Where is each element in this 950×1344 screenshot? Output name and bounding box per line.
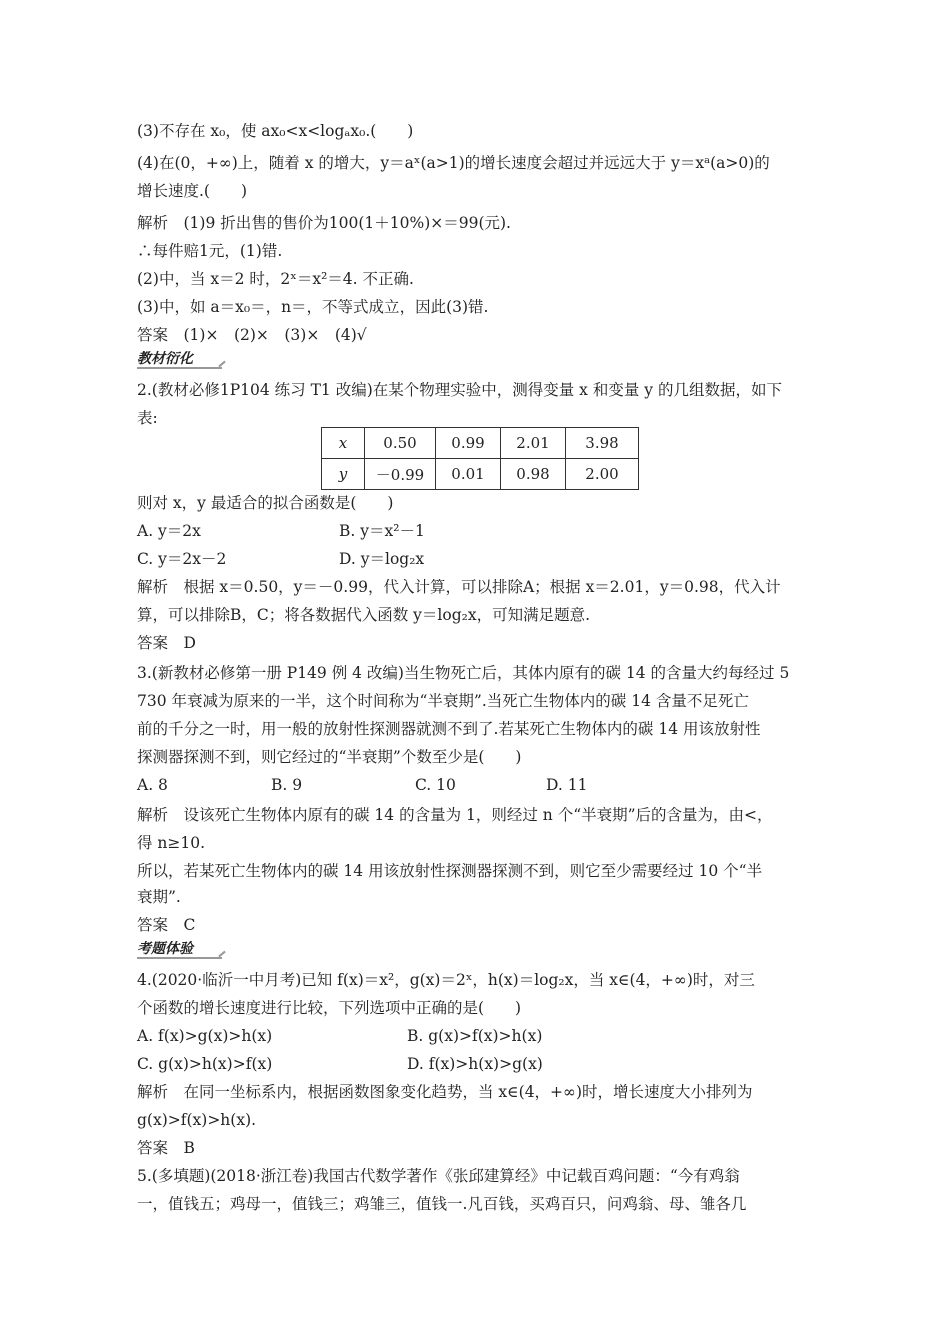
table-header-y: y (322, 459, 365, 490)
question-3-cont: 前的千分之一时，用一般的放射性探测器就测不到了.若某死亡生物体内的碳 14 用该放射性 (137, 720, 761, 738)
question-5-cont: 一，值钱五；鸡母一，值钱三；鸡雏三，值钱一.凡百钱，买鸡百只，问鸡翁、母、雏各几 (137, 1195, 747, 1213)
q4-analysis-cont: g(x)>f(x)>h(x). (137, 1111, 257, 1129)
q4-answer: 答案 B (137, 1139, 195, 1157)
q3-answer: 答案 C (137, 916, 196, 934)
table-cell: 3.98 (566, 428, 639, 459)
question-2-prompt: 则对 x，y 最适合的拟合函数是( ) (137, 494, 394, 512)
section-header-tick (218, 951, 225, 958)
q4-option-a: A. f(x)>g(x)>h(x) (137, 1027, 273, 1045)
question-3: 3.(新教材必修第一册 P149 例 4 改编)当生物死亡后，其体内原有的碳 14 的含量大约每经过 5 (137, 664, 790, 682)
question-2-cont: 表: (137, 409, 158, 427)
table-cell: 0.50 (365, 428, 436, 459)
q1-analysis-line: (2)中，当 x＝2 时，2ˣ＝x²＝4. 不正确. (137, 270, 414, 288)
section-header-underline (137, 957, 222, 959)
q1-analysis-line: ∴每件赔1元，(1)错. (137, 242, 283, 260)
q1-analysis: 解析 (1)9 折出售的售价为100(1＋10%)×＝99(元). (137, 214, 511, 232)
q4-analysis: 解析 在同一坐标系内，根据函数图象变化趋势，当 x∈(4，+∞)时，增长速度大小排列为 (137, 1083, 753, 1101)
question-3-cont: 730 年衰减为原来的一半，这个时间称为“半衰期”.当死亡生物体内的碳 14 含量不足死亡 (137, 692, 749, 710)
section-header-tick (218, 361, 225, 368)
q3-analysis: 解析 设该死亡生物体内原有的碳 14 的含量为 1，则经过 n 个“半衰期”后的含量为，由<， (137, 806, 773, 824)
q3-option-d: D. 11 (546, 776, 588, 794)
question-5: 5.(多填题)(2018·浙江卷)我国古代数学著作《张邱建算经》中记载百鸡问题：“今有鸡翁 (137, 1167, 740, 1185)
q3-analysis-cont: 所以，若某死亡生物体内的碳 14 用该放射性探测器探测不到，则它至少需要经过 10 个“半 (137, 862, 763, 880)
q3-analysis-cont: 得 n≥10. (137, 834, 206, 852)
q2-answer: 答案 D (137, 634, 196, 652)
question-2: 2.(教材必修1P104 练习 T1 改编)在某个物理实验中，测得变量 x 和变量 y 的几组数据，如下 (137, 381, 782, 399)
q3-option-b: B. 9 (271, 776, 303, 794)
question-3-cont: 探测器探测不到，则它经过的“半衰期”个数至少是( ) (137, 748, 522, 766)
section-header-textbook: 教材衍化 (137, 351, 193, 367)
table-cell: 0.99 (436, 428, 501, 459)
table-cell: 0.01 (436, 459, 501, 490)
q4-option-c: C. g(x)>h(x)>f(x) (137, 1055, 273, 1073)
statement-4: (4)在(0，+∞)上，随着 x 的增大，y＝aˣ(a>1)的增长速度会超过并远远大于 y＝xᵃ(a>0)的 (137, 154, 770, 172)
statement-4-cont: 增长速度.( ) (137, 182, 248, 200)
q1-analysis-line: (3)中，如 a＝x₀＝，n＝，不等式成立，因此(3)错. (137, 298, 489, 316)
q3-option-a: A. 8 (137, 776, 168, 794)
q2-analysis-cont: 算，可以排除B，C；将各数据代入函数 y＝log₂x，可知满足题意. (137, 606, 591, 624)
q2-option-c: C. y＝2x－2 (137, 550, 227, 568)
table-cell: －0.99 (365, 459, 436, 490)
table-cell: 0.98 (501, 459, 566, 490)
question-4-cont: 个函数的增长速度进行比较，下列选项中正确的是( ) (137, 999, 522, 1017)
q1-answer: 答案 (1)× (2)× (3)× (4)√ (137, 326, 367, 344)
table-header-x: x (322, 428, 365, 459)
section-header-underline (137, 367, 222, 369)
q4-option-b: B. g(x)>f(x)>h(x) (407, 1027, 543, 1045)
table-row (322, 459, 639, 490)
q3-option-c: C. 10 (415, 776, 456, 794)
q2-analysis: 解析 根据 x＝0.50，y＝－0.99，代入计算，可以排除A；根据 x＝2.01，y＝0.98，代入计 (137, 578, 781, 596)
table-row (322, 428, 639, 459)
table-cell: 2.01 (501, 428, 566, 459)
table-cell: 2.00 (566, 459, 639, 490)
q4-option-d: D. f(x)>h(x)>g(x) (407, 1055, 543, 1073)
section-header-exam: 考题体验 (137, 941, 193, 957)
q3-analysis-cont: 衰期”. (137, 888, 181, 906)
data-table (321, 427, 639, 490)
q2-option-d: D. y＝log₂x (339, 550, 425, 568)
statement-3: (3)不存在 x₀，使 ax₀<x<logₐx₀.( ) (137, 122, 414, 140)
q2-option-a: A. y＝2x (137, 522, 201, 540)
question-4: 4.(2020·临沂一中月考)已知 f(x)＝x²，g(x)＝2ˣ，h(x)＝log₂x，当 x∈(4，+∞)时，对三 (137, 971, 755, 989)
q2-option-b: B. y＝x²－1 (339, 522, 425, 540)
